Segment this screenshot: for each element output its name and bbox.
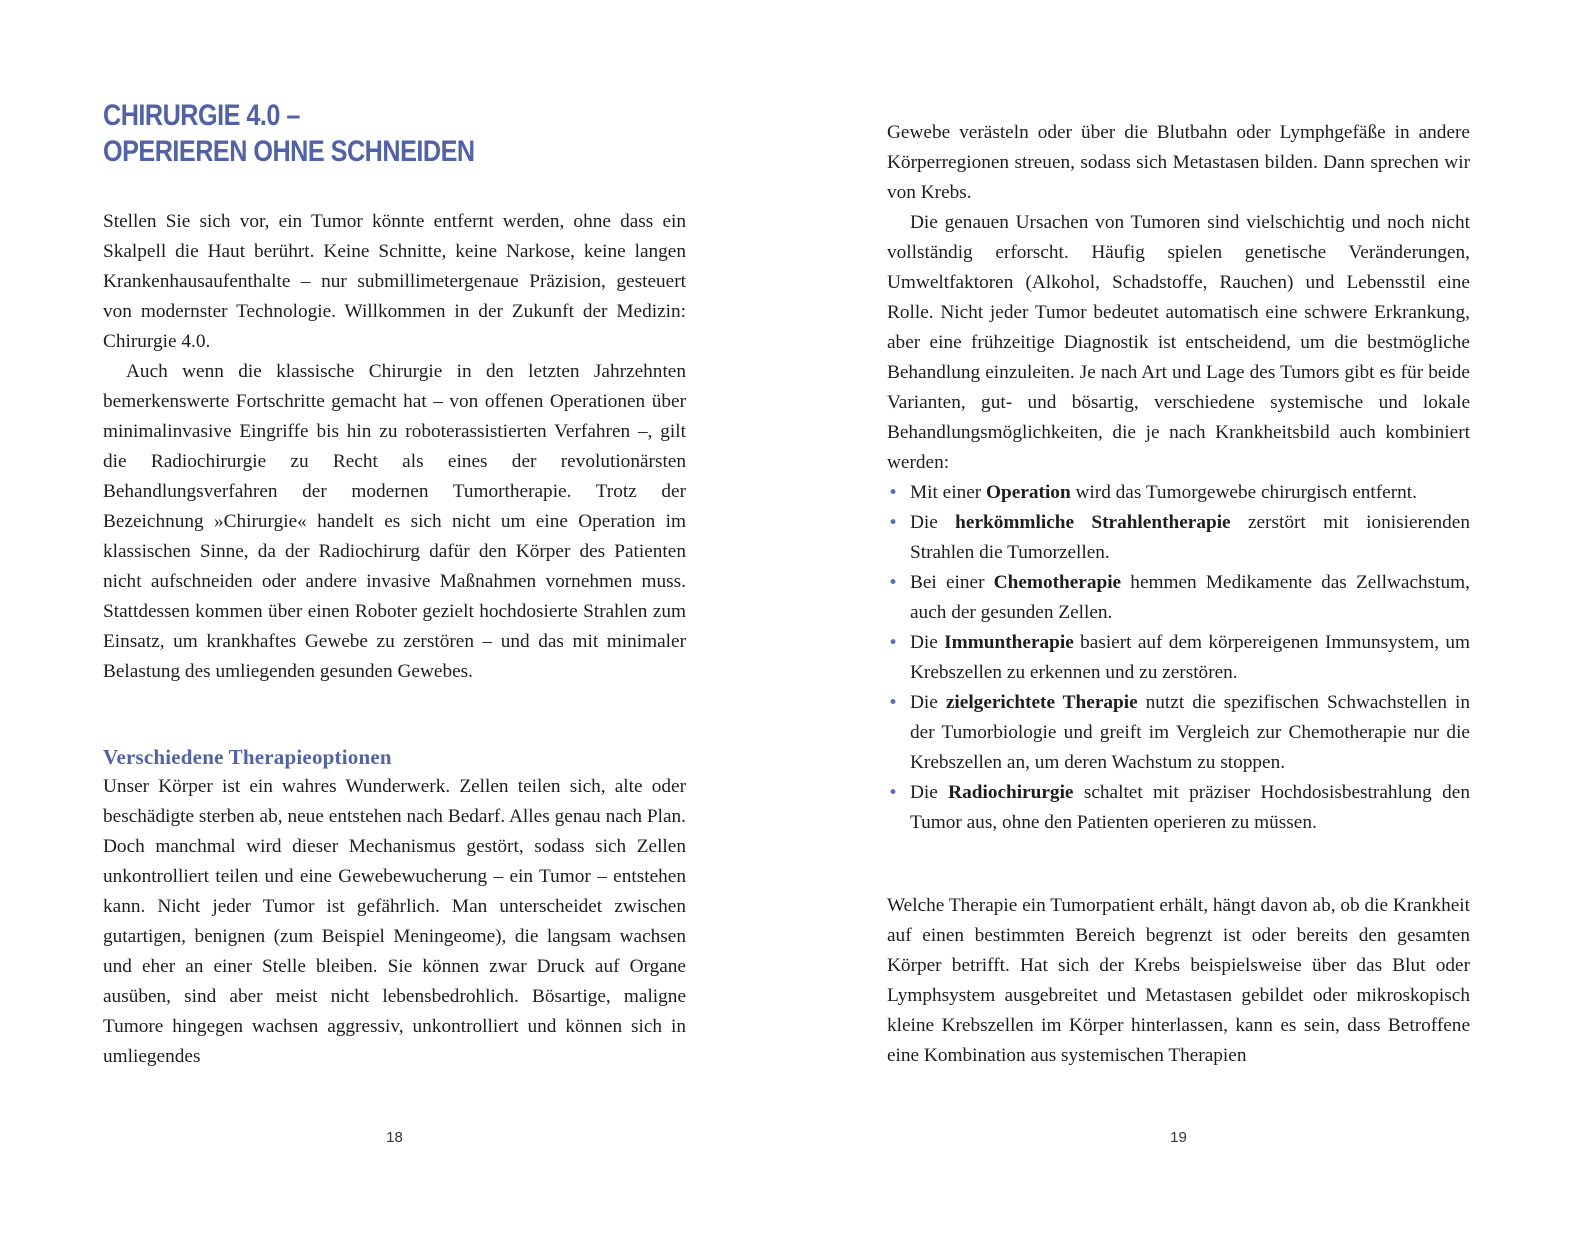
bullet-icon: •	[888, 693, 899, 713]
left-page	[103, 0, 686, 1240]
list-item	[887, 628, 1470, 688]
list-item-text: wird das Tumorgewebe chirurgisch entfernt.	[1070, 482, 1417, 503]
right-page-upper-text	[887, 118, 1470, 838]
bullet-icon: •	[888, 513, 899, 533]
list-item-lead: Die	[910, 782, 949, 803]
causes-paragraph: Die genauen Ursachen von Tumoren sind vielschichtig und noch nicht vollständig erforscht. Häufig spielen genetische Veränderungen, Umweltfaktoren (Alkohol, Schadstoffe, Rauchen) und Lebensstil eine Rolle. Nicht jeder Tumor bedeutet automatisch eine schwere Erkrankung, aber eine frühzeitige Diagnostik ist entscheidend, um die bestmögliche Behandlung einzuleiten. Je nach Art und Lage des Tumors gibt es für beide Varianten, gut- und bösartig, verschiedene systemische und lokale Behandlungsmöglichkeiten, die je nach Krankheitsbild auch kombiniert werden:	[887, 212, 1470, 473]
list-item-text: nutzt die spezifischen Schwachstellen in der Tumorbiologie und greift im Vergleich zur Chemotherapie nur die Krebszellen an, um deren Wachstum zu stoppen.	[910, 692, 1470, 773]
list-item-lead: Die	[910, 512, 956, 533]
page-number-left: 18	[386, 1129, 403, 1146]
list-item	[887, 688, 1470, 778]
list-item-lead: Bei einer	[910, 572, 994, 593]
list-item-lead: Die	[910, 632, 945, 653]
bullet-icon: •	[888, 633, 899, 653]
chapter-title-line-2: OPERIEREN OHNE SCHNEIDEN	[103, 135, 475, 168]
list-item-lead: Die	[910, 692, 946, 713]
bullet-icon: •	[888, 783, 899, 803]
list-item-text: hemmen Medikamente das Zellwachstum, auch der gesunden Zellen.	[910, 572, 1470, 623]
list-item-term: herkömmliche Strahlentherapie	[955, 512, 1231, 533]
intro-section	[103, 207, 686, 687]
section-heading: Verschiedene Therapieoptionen	[103, 745, 392, 769]
list-item-term: Operation	[986, 482, 1071, 503]
list-item-term: Immuntherapie	[944, 632, 1074, 653]
intro-paragraph: Stellen Sie sich vor, ein Tumor könnte entfernt werden, ohne dass ein Skalpell die Haut berührt. Keine Schnitte, keine Narkose, keine langen Krankenhausaufenthalte – nur submillimetergenaue Präzision, gesteuert von modernster Technologie. Willkommen in der Zukunft der Medizin: Chirurgie 4.0.	[103, 211, 686, 352]
list-item-text: schaltet mit präziser Hochdosisbestrahlung den Tumor aus, ohne den Patienten operieren zu müssen.	[910, 782, 1470, 833]
closing-paragraph: Welche Therapie ein Tumorpatient erhält, hängt davon ab, ob die Krankheit auf einen bestimmten Bereich begrenzt ist oder bereits den gesamten Körper betrifft. Hat sich der Krebs beispielsweise über das Blut oder Lymphsystem ausgebreitet und Metastasen gebildet oder mikroskopisch kleine Krebszellen im Körper hinterlassen, kann es sein, dass Betroffene eine Kombination aus systemischen Therapien	[887, 895, 1470, 1066]
chapter-title	[103, 98, 475, 170]
radiosurgery-paragraph: Auch wenn die klassische Chirurgie in den letzten Jahrzehnten bemerkenswerte Fortschritte gemacht hat – von offenen Operationen über minimalinvasive Eingriffe bis hin zu roboterassistierten Verfahren –, gilt die Radiochirurgie zu Recht als eines der revolutionärsten Behandlungsverfahren der modernen Tumortherapie. Trotz der Bezeichnung »Chirurgie« handelt es sich nicht um eine Operation im klassischen Sinne, da der Radiochirurg dafür den Körper des Patienten nicht aufschneiden oder andere invasive Maßnahmen vornehmen muss. Stattdessen kommen über einen Roboter gezielt hochdosierte Strahlen zum Einsatz, um krankhaftes Gewebe zu zerstören – und das mit minimaler Belastung des umliegenden gesunden Gewebes.	[103, 361, 686, 682]
tumor-paragraph: Unser Körper ist ein wahres Wunderwerk. Zellen teilen sich, alte oder beschädigte sterben ab, neue entstehen nach Bedarf. Alles genau nach Plan. Doch manchmal wird dieser Mechanismus gestört, sodass sich Zellen unkontrolliert teilen und eine Gewebewucherung – ein Tumor – entstehen kann. Nicht jeder Tumor ist gefährlich. Man unterscheidet zwischen gutartigen, benignen (zum Beispiel Meningeome), die langsam wachsen und eher an einer Stelle bleiben. Sie können zwar Druck auf Organe ausüben, sind aber meist nicht lebensbedrohlich. Bösartige, maligne Tumore hingegen wachsen aggressiv, unkontrolliert und können sich in umliegendes	[103, 776, 686, 1067]
page-number-right: 19	[1170, 1129, 1187, 1146]
treatment-list	[887, 478, 1470, 838]
right-page	[887, 0, 1470, 1240]
bullet-icon: •	[888, 573, 899, 593]
list-item-term: zielgerichtete Therapie	[945, 692, 1138, 713]
list-item-lead: Mit einer	[910, 482, 987, 503]
continuation-paragraph: Gewebe verästeln oder über die Blutbahn oder Lymphgefäße in andere Körperregionen streuen, sodass sich Metastasen bilden. Dann sprechen wir von Krebs.	[887, 122, 1470, 203]
therapy-options-section	[103, 742, 686, 1072]
chapter-title-line-1: CHIRURGIE 4.0 –	[103, 99, 300, 132]
list-item	[887, 478, 1470, 508]
list-item	[887, 778, 1470, 838]
list-item	[887, 508, 1470, 568]
list-item-term: Radiochirurgie	[948, 782, 1074, 803]
bullet-icon: •	[888, 483, 899, 503]
right-page-lower-text	[887, 891, 1470, 1071]
list-item-text: basiert auf dem körpereigenen Immunsystem, um Krebszellen zu erkennen und zu zerstören.	[910, 632, 1470, 683]
list-item-text: zerstört mit ionisierenden Strahlen die Tumorzellen.	[910, 512, 1470, 563]
list-item-term: Chemotherapie	[993, 572, 1122, 593]
list-item	[887, 568, 1470, 628]
